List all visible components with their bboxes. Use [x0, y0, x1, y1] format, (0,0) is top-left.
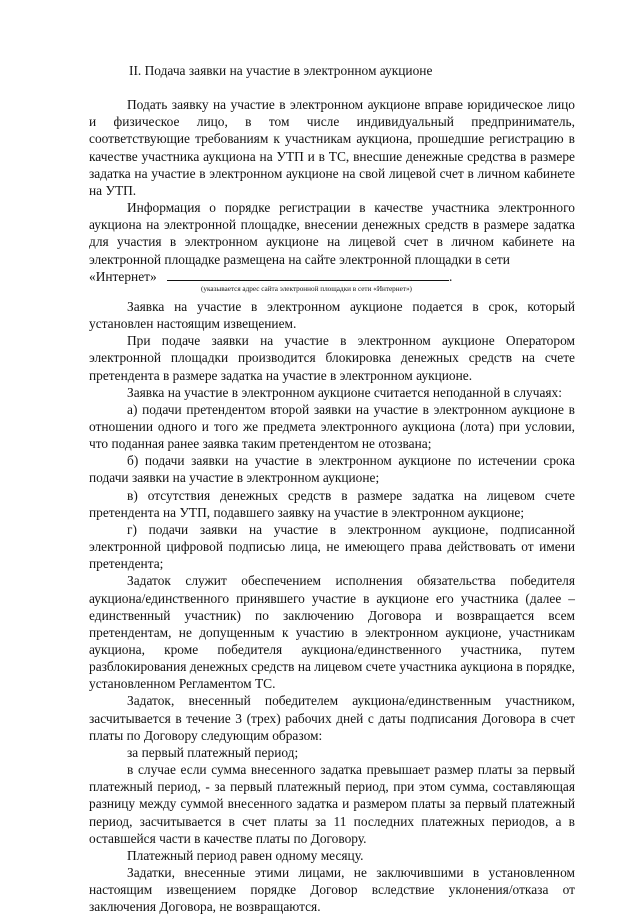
internet-address-caption: (указывается адрес сайта электронной площадки в сети «Интернет») [201, 284, 412, 293]
internet-address-blank [167, 270, 449, 281]
paragraph-not-submitted: Заявка на участие в электронном аукционе считается неподанной в случаях: [127, 384, 562, 400]
list-item-g: г) подачи заявки на участие в электронном аукционе, подписанной электронной цифровой подписью лица, не имеющего права действовать от имени претендента; [89, 521, 575, 572]
paragraph-registration-info: Информация о порядке регистрации в качестве участника электронного аукциона на электронной площадке, внесении денежных средств в размере задатка для участия в электронном аукционе на лицевой счет в личном кабинете на электронной площадке размещена на сайте электронной площадки в сети [89, 200, 575, 267]
list-item-v: в) отсутствия денежных средств в размере задатка на лицевом счете претендента на УТП, подавшего заявку на участие в электронном аукционе; [89, 487, 575, 520]
internet-address-line: «Интернет» . [89, 268, 453, 284]
section-heading: II. Подача заявки на участие в электронном аукционе [129, 63, 433, 78]
paragraph-deposit-security: Задаток служит обеспечением исполнения обязательства победителя аукциона/единственного принявшего участие в аукционе его участника (далее – единственный участник) по заключению Договора и возвращается всем претендентам, не допущенным к участию в электронном аукционе, участникам аукциона, кроме победителя аукциона/единственного участника, путем разблокирования денежных средств на лицевом счете участника аукциона в порядке, установленном Регламентом ТС. [89, 573, 575, 692]
internet-label: «Интернет» [89, 268, 157, 284]
list-item-b: б) подачи заявки на участие в электронном аукционе по истечении срока подачи заявки на участие в электронном аукционе; [89, 453, 575, 486]
paragraph-first-period: за первый платежный период; [127, 744, 299, 760]
list-item-a: а) подачи претендентом второй заявки на участие в электронном аукционе в отношении одного и того же предмета электронного аукциона (лота) при условии, что поданная ранее заявка таким претендентом не отозвана; [89, 401, 575, 452]
paragraph-who-may-apply: Подать заявку на участие в электронном аукционе вправе юридическое лицо и физическое лицо, в том числе индивидуальный предприниматель, соответствующие требованиям к участникам аукциона, прошедшие регистрацию в качестве участника аукциона на УТП и в ТС, внесшие денежные средства в размере задатка на участие в электронном аукционе на свой лицевой счет в личном кабинете на УТП. [89, 97, 575, 198]
paragraph-blocking: При подаче заявки на участие в электронном аукционе Оператором электронной площадки производится блокировка денежных средств на счете претендента в размере задатка на участие в электронном аукционе. [89, 333, 575, 383]
paragraph-deposit-credit: Задаток, внесенный победителем аукциона/единственным участником, засчитывается в течение 3 (трех) рабочих дней с даты подписания Договора в счет платы по Договору следующим образом: [89, 693, 575, 743]
paragraph-payment-period: Платежный период равен одному месяцу. [127, 847, 364, 863]
document-content [89, 62, 575, 916]
paragraph-deadline: Заявка на участие в электронном аукционе подается в срок, который установлен настоящим извещением. [89, 298, 575, 332]
paragraph-not-returned: Задатки, внесенные этими лицами, не заключившими в установленном настоящим извещением порядке Договор вследствие уклонения/отказа от заключения Договора, не возвращаются. [89, 865, 575, 915]
paragraph-excess-deposit: в случае если сумма внесенного задатка превышает размер платы за первый платежный период, - за первый платежный период, при этом сумма, составляющая разницу между суммой внесенного задатка и размером платы за первый платежный период, засчитывается в счет платы за 11 последних платежных периодов, а в оставшейся части в качестве платы по Договору. [89, 762, 575, 846]
